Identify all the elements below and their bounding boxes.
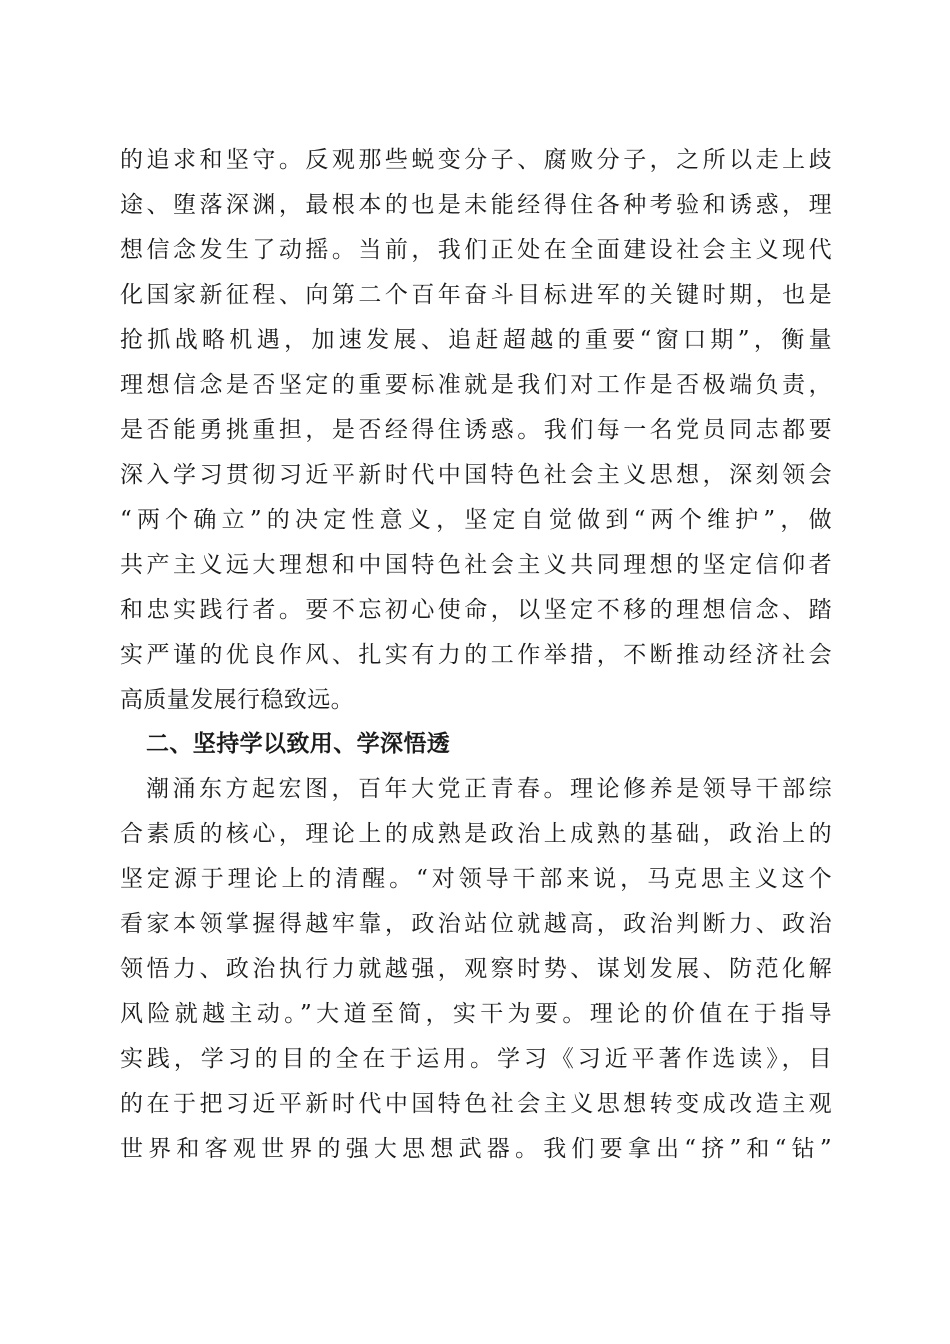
paragraph-1-line-10: 共产主义远大理想和中国特色社会主义共同理想的坚定信仰者 [120,552,832,578]
paragraph-2-line-5: 领悟力、政治执行力就越强，观察时势、谋划发展、防范化解 [120,956,832,982]
paragraph-1-line-13: 高质量发展行稳致远。 [120,687,354,713]
paragraph-1-line-5: 抢抓战略机遇，加速发展、追赶超越的重要“窗口期”，衡量 [120,327,832,353]
paragraph-1-line-2: 途、堕落深渊，最根本的也是未能经得住各种考验和诱惑，理 [120,192,832,218]
paragraph-1-line-1: 的追求和坚守。反观那些蜕变分子、腐败分子，之所以走上歧 [120,147,832,173]
paragraph-2-line-4: 看家本领掌握得越牢靠，政治站位就越高，政治判断力、政治 [120,911,832,937]
paragraph-2-line-1: 潮涌东方起宏图，百年大党正青春。理论修养是领导干部综 [146,776,832,802]
paragraph-2-line-6: 风险就越主动。”大道至简，实干为要。理论的价值在于指导 [120,1001,832,1027]
paragraph-1-line-9: “两个确立”的决定性意义，坚定自觉做到“两个维护”，做 [120,507,832,533]
paragraph-1-line-7: 是否能勇挑重担，是否经得住诱惑。我们每一名党员同志都要 [120,417,832,443]
paragraph-2-line-7: 实践，学习的目的全在于运用。学习《习近平著作选读》，目 [120,1046,832,1072]
paragraph-2-line-8: 的在于把习近平新时代中国特色社会主义思想转变成改造主观 [120,1091,832,1117]
paragraph-1-line-8: 深入学习贯彻习近平新时代中国特色社会主义思想，深刻领会 [120,462,832,488]
paragraph-1-line-3: 想信念发生了动摇。当前，我们正处在全面建设社会主义现代 [120,237,832,263]
paragraph-1-line-4: 化国家新征程、向第二个百年奋斗目标进军的关键时期，也是 [120,282,832,308]
section-heading: 二、坚持学以致用、学深悟透 [146,731,451,757]
paragraph-2-line-9: 世界和客观世界的强大思想武器。我们要拿出“挤”和“钻” [120,1136,832,1162]
paragraph-2-line-3: 坚定源于理论上的清醒。“对领导干部来说，马克思主义这个 [120,866,832,892]
paragraph-1-line-11: 和忠实践行者。要不忘初心使命，以坚定不移的理想信念、踏 [120,597,832,623]
paragraph-1-line-12: 实严谨的优良作风、扎实有力的工作举措，不断推动经济社会 [120,642,832,668]
paragraph-2-line-2: 合素质的核心，理论上的成熟是政治上成熟的基础，政治上的 [120,821,832,847]
paragraph-1-line-6: 理想信念是否坚定的重要标准就是我们对工作是否极端负责， [120,372,832,398]
